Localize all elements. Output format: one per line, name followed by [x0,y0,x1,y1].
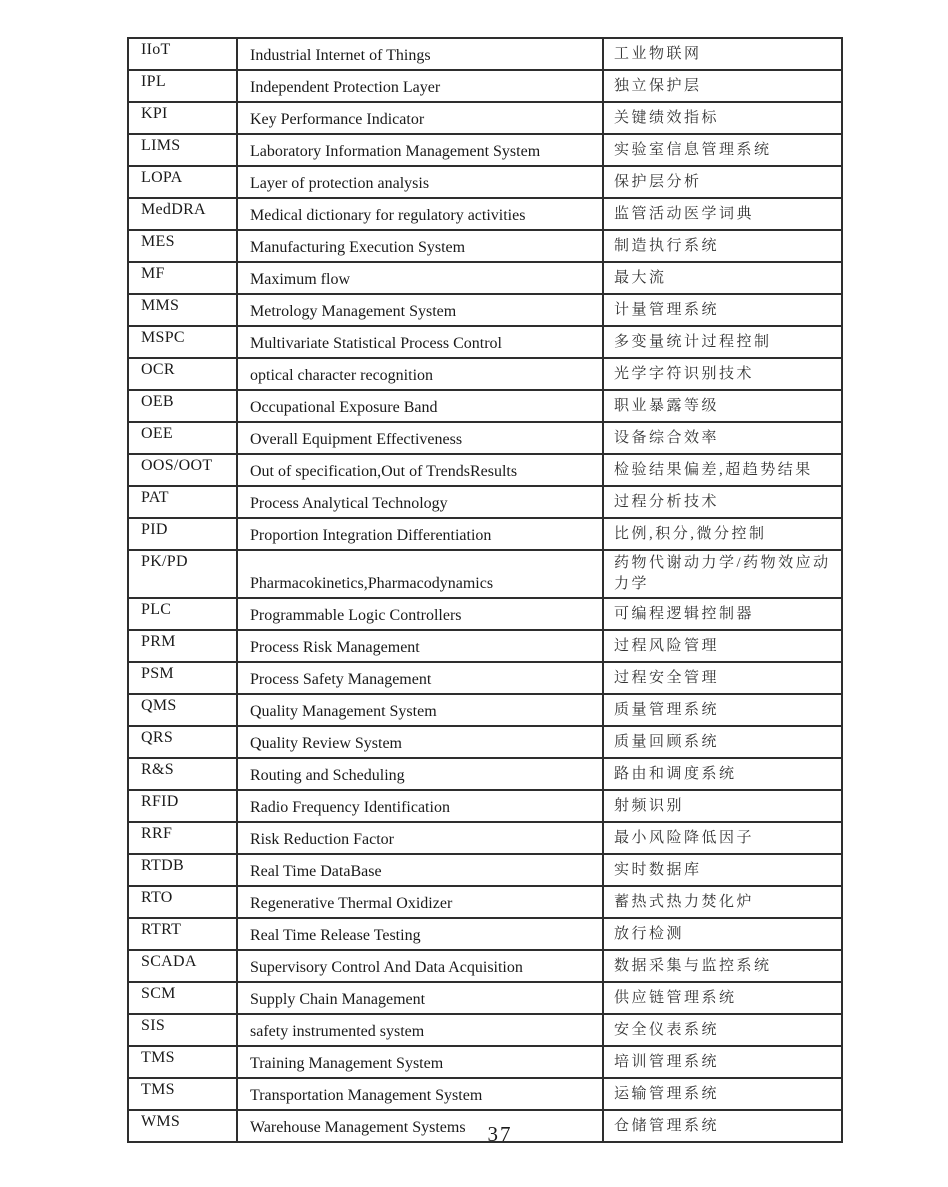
chinese-translation-cell: 过程安全管理 [603,662,842,694]
table-row [128,950,842,982]
chinese-translation-cell: 药物代谢动力学/药物效应动力学 [603,550,842,598]
english-name-cell: Metrology Management System [237,294,603,326]
table-row [128,854,842,886]
abbreviation-cell: QRS [128,726,237,758]
english-name-cell: Radio Frequency Identification [237,790,603,822]
abbreviation-cell: TMS [128,1078,237,1110]
table-row [128,294,842,326]
abbreviation-cell: KPI [128,102,237,134]
table-row [128,662,842,694]
chinese-translation-cell: 培训管理系统 [603,1046,842,1078]
english-name-cell: Warehouse Management Systems [237,1110,603,1142]
english-name-cell: Layer of protection analysis [237,166,603,198]
english-name-cell: Risk Reduction Factor [237,822,603,854]
english-name-cell: Real Time DataBase [237,854,603,886]
chinese-translation-cell: 监管活动医学词典 [603,198,842,230]
english-name-cell: Programmable Logic Controllers [237,598,603,630]
english-name-cell: Maximum flow [237,262,603,294]
table-row [128,134,842,166]
table-row [128,358,842,390]
table-row [128,918,842,950]
english-name-cell: Process Safety Management [237,662,603,694]
table-row [128,198,842,230]
table-row [128,326,842,358]
english-name-cell: Manufacturing Execution System [237,230,603,262]
table-row [128,758,842,790]
abbreviation-cell: SIS [128,1014,237,1046]
chinese-translation-cell: 制造执行系统 [603,230,842,262]
abbreviation-cell: TMS [128,1046,237,1078]
abbreviation-cell: MSPC [128,326,237,358]
english-name-cell: Supply Chain Management [237,982,603,1014]
english-name-cell: optical character recognition [237,358,603,390]
english-name-cell: Supervisory Control And Data Acquisition [237,950,603,982]
table-row [128,230,842,262]
table-row [128,726,842,758]
chinese-translation-cell: 独立保护层 [603,70,842,102]
chinese-translation-cell: 路由和调度系统 [603,758,842,790]
table-row [128,422,842,454]
chinese-translation-cell: 保护层分析 [603,166,842,198]
abbreviation-cell: RFID [128,790,237,822]
chinese-translation-cell: 最小风险降低因子 [603,822,842,854]
chinese-translation-cell: 工业物联网 [603,38,842,70]
abbreviation-table-body [128,38,842,1142]
chinese-translation-cell: 射频识别 [603,790,842,822]
abbreviation-cell: PAT [128,486,237,518]
chinese-translation-cell: 蓄热式热力焚化炉 [603,886,842,918]
abbreviation-cell: OEE [128,422,237,454]
abbreviation-cell: MF [128,262,237,294]
english-name-cell: safety instrumented system [237,1014,603,1046]
table-row [128,102,842,134]
abbreviation-cell: OEB [128,390,237,422]
abbreviation-cell: SCADA [128,950,237,982]
english-name-cell: Medical dictionary for regulatory activities [237,198,603,230]
chinese-translation-cell: 仓储管理系统 [603,1110,842,1142]
table-row [128,822,842,854]
chinese-translation-cell: 可编程逻辑控制器 [603,598,842,630]
table-row [128,166,842,198]
abbreviation-cell: RRF [128,822,237,854]
chinese-translation-cell: 放行检测 [603,918,842,950]
abbreviation-cell: LIMS [128,134,237,166]
abbreviation-cell: IPL [128,70,237,102]
english-name-cell: Process Risk Management [237,630,603,662]
abbreviation-cell: R&S [128,758,237,790]
english-name-cell: Industrial Internet of Things [237,38,603,70]
table-row [128,982,842,1014]
english-name-cell: Key Performance Indicator [237,102,603,134]
abbreviation-cell: SCM [128,982,237,1014]
chinese-translation-cell: 实时数据库 [603,854,842,886]
english-name-cell: Pharmacokinetics,Pharmacodynamics [237,550,603,598]
abbreviation-cell: MMS [128,294,237,326]
abbreviation-cell: PRM [128,630,237,662]
chinese-translation-cell: 质量管理系统 [603,694,842,726]
abbreviation-cell: PK/PD [128,550,237,598]
chinese-translation-cell: 过程分析技术 [603,486,842,518]
english-name-cell: Overall Equipment Effectiveness [237,422,603,454]
table-row [128,1078,842,1110]
chinese-translation-cell: 数据采集与监控系统 [603,950,842,982]
chinese-translation-cell: 最大流 [603,262,842,294]
abbreviation-cell: PSM [128,662,237,694]
chinese-translation-cell: 多变量统计过程控制 [603,326,842,358]
chinese-translation-cell: 计量管理系统 [603,294,842,326]
abbreviation-cell: IIoT [128,38,237,70]
table-row [128,262,842,294]
abbreviation-cell: RTO [128,886,237,918]
chinese-translation-cell: 比例,积分,微分控制 [603,518,842,550]
abbreviation-cell: WMS [128,1110,237,1142]
table-row [128,790,842,822]
table-row [128,38,842,70]
chinese-translation-cell: 检验结果偏差,超趋势结果 [603,454,842,486]
chinese-translation-cell: 供应链管理系统 [603,982,842,1014]
table-row [128,518,842,550]
english-name-cell: Independent Protection Layer [237,70,603,102]
abbreviation-cell: MedDRA [128,198,237,230]
abbreviation-table [127,37,843,1143]
chinese-translation-cell: 设备综合效率 [603,422,842,454]
abbreviation-cell: LOPA [128,166,237,198]
chinese-translation-cell: 光学字符识别技术 [603,358,842,390]
abbreviation-cell: QMS [128,694,237,726]
abbreviation-cell: OCR [128,358,237,390]
chinese-translation-cell: 实验室信息管理系统 [603,134,842,166]
english-name-cell: Transportation Management System [237,1078,603,1110]
table-row [128,1046,842,1078]
english-name-cell: Out of specification,Out of TrendsResults [237,454,603,486]
abbreviation-cell: OOS/OOT [128,454,237,486]
table-row [128,694,842,726]
english-name-cell: Laboratory Information Management System [237,134,603,166]
table-row [128,1014,842,1046]
chinese-translation-cell: 质量回顾系统 [603,726,842,758]
table-row [128,390,842,422]
english-name-cell: Training Management System [237,1046,603,1078]
english-name-cell: Quality Review System [237,726,603,758]
chinese-translation-cell: 关键绩效指标 [603,102,842,134]
abbreviation-cell: RTDB [128,854,237,886]
abbreviation-cell: PID [128,518,237,550]
abbreviation-cell: RTRT [128,918,237,950]
page-number: 37 [487,1122,513,1146]
chinese-translation-cell: 安全仪表系统 [603,1014,842,1046]
chinese-translation-cell: 过程风险管理 [603,630,842,662]
table-row [128,550,842,598]
chinese-translation-cell: 职业暴露等级 [603,390,842,422]
english-name-cell: Process Analytical Technology [237,486,603,518]
table-row [128,630,842,662]
abbreviation-cell: PLC [128,598,237,630]
english-name-cell: Occupational Exposure Band [237,390,603,422]
english-name-cell: Multivariate Statistical Process Control [237,326,603,358]
english-name-cell: Proportion Integration Differentiation [237,518,603,550]
chinese-translation-cell: 运输管理系统 [603,1078,842,1110]
abbreviation-cell: MES [128,230,237,262]
table-row [128,454,842,486]
table-row [128,486,842,518]
table-row [128,70,842,102]
english-name-cell: Real Time Release Testing [237,918,603,950]
table-row [128,886,842,918]
english-name-cell: Routing and Scheduling [237,758,603,790]
table-row [128,598,842,630]
english-name-cell: Regenerative Thermal Oxidizer [237,886,603,918]
english-name-cell: Quality Management System [237,694,603,726]
